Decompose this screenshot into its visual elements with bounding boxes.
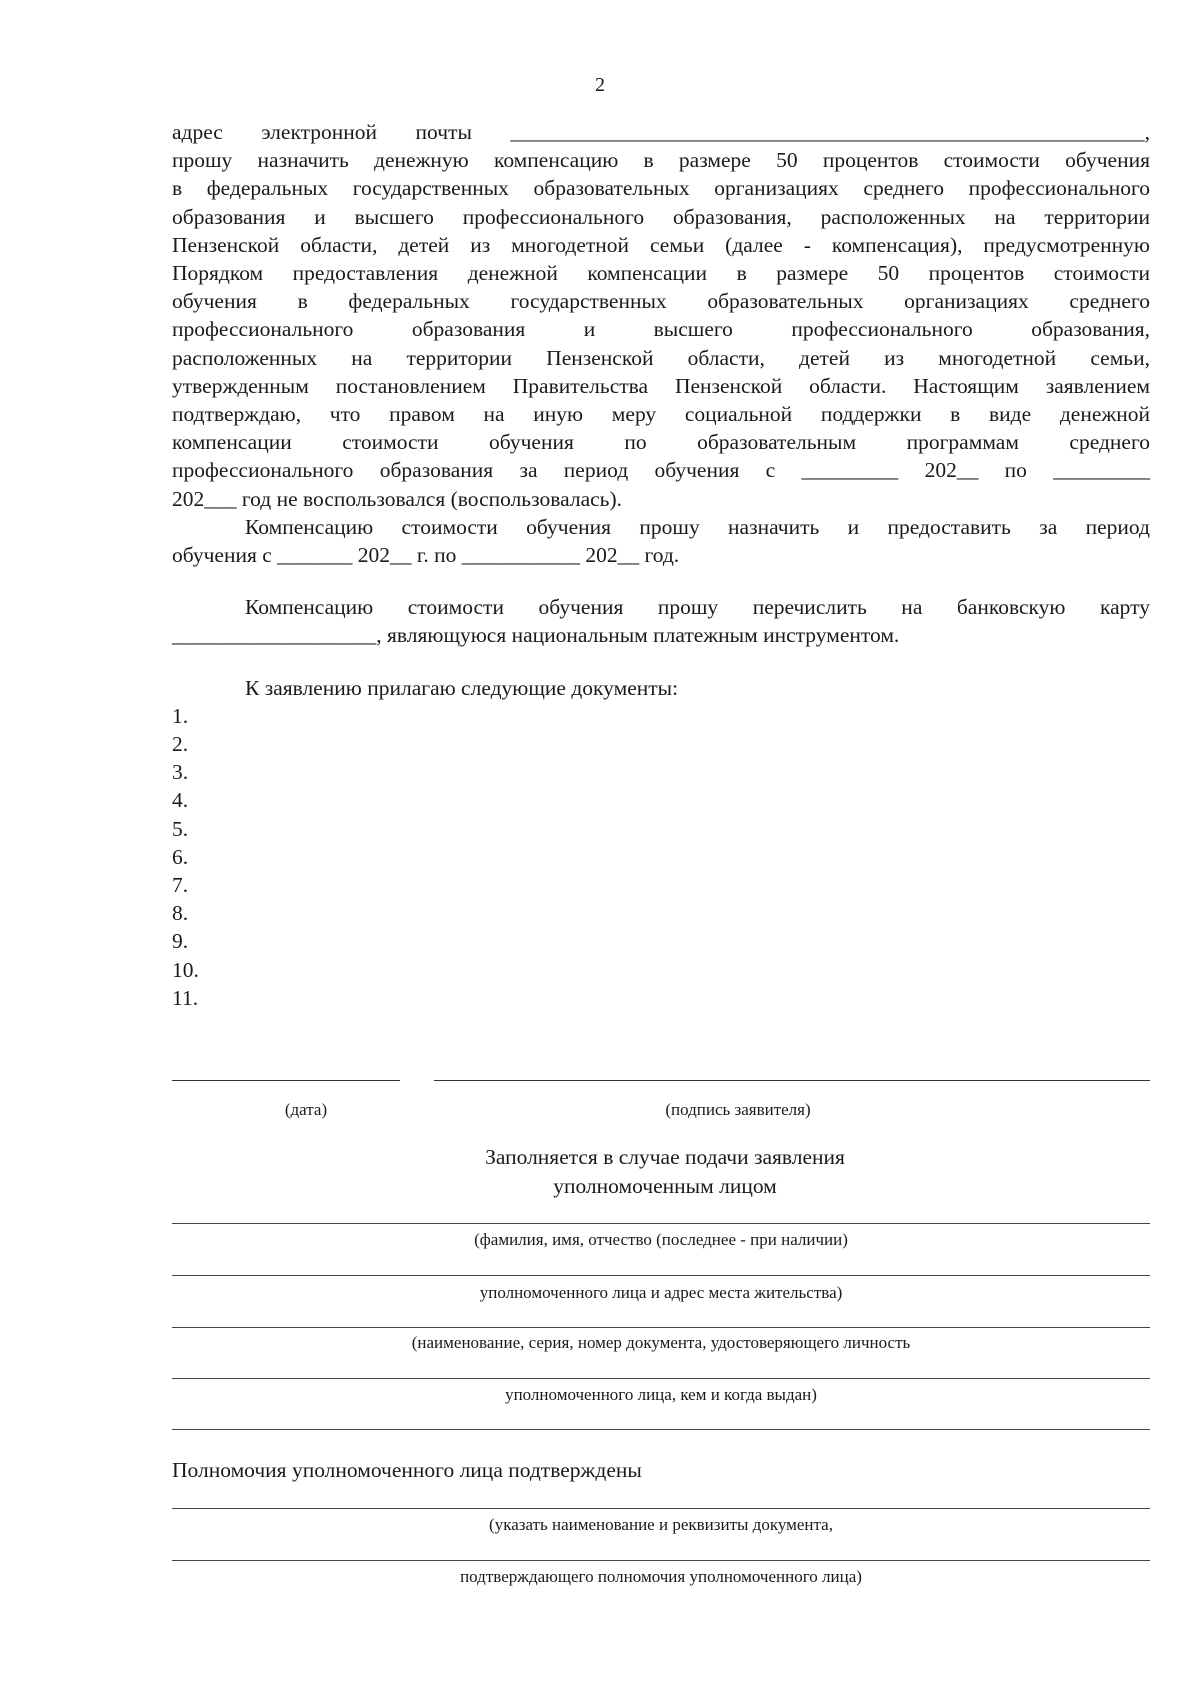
attachments-intro: К заявлению прилагаю следующие документы: (245, 675, 679, 700)
paragraph-line: обучения с _______ 202__ г. по ___________ 202__ год. (172, 543, 680, 568)
fill-line (172, 1508, 1150, 1509)
field-caption: (фамилия, имя, отчество (последнее - при наличии) (474, 1230, 848, 1249)
paragraph-line: ___________________, являющуюся национальным платежным инструментом. (172, 623, 900, 648)
heading-line: уполномоченным лицом (553, 1174, 777, 1198)
list-item: 6. (172, 844, 189, 869)
heading-line: Заполняется в случае подачи заявления (485, 1145, 845, 1169)
email-line: адрес электронной почты ___________________________________________________________, (172, 120, 1150, 144)
paragraph-line: Компенсацию стоимости обучения прошу назначить и предоставить за период (245, 514, 1150, 539)
paragraph-line: подтверждаю, что правом на иную меру социальной поддержки в виде денежной (172, 402, 1150, 427)
paragraph-line: образования и высшего профессионального образования, расположенных на территории (172, 204, 1150, 229)
list-item: 1. (172, 703, 189, 728)
list-item: 11. (172, 985, 199, 1010)
list-item: 7. (172, 872, 189, 897)
field-caption: (указать наименование и реквизиты документа, (489, 1515, 833, 1534)
paragraph-line: обучения в федеральных государственных образовательных организациях среднего (172, 289, 1150, 314)
paragraph-line: 202___ год не воспользовался (воспользовалась). (172, 486, 622, 511)
period-paragraph (172, 513, 1150, 569)
paragraph-line: Компенсацию стоимости обучения прошу перечислить на банковскую карту (245, 595, 1150, 620)
paragraph-line: профессионального образования за период обучения с _________ 202__ по _________ (172, 458, 1150, 483)
paragraph-line: в федеральных государственных образовательных организациях среднего профессионального (172, 176, 1150, 201)
fill-line (172, 1223, 1150, 1224)
main-paragraph (172, 146, 1150, 513)
fill-line (172, 1378, 1150, 1379)
attachments-list (172, 702, 1150, 1012)
field-caption: подтверждающего полномочия уполномоченного лица) (460, 1567, 862, 1586)
paragraph-line: компенсации стоимости обучения по образовательным программам среднего (172, 430, 1150, 455)
list-item: 3. (172, 760, 189, 785)
fill-line (172, 1327, 1150, 1328)
list-item: 8. (172, 901, 189, 926)
paragraph-line: профессионального образования и высшего профессионального образования, (172, 317, 1150, 342)
list-item: 5. (172, 816, 189, 841)
list-item: 10. (172, 957, 199, 982)
list-item: 2. (172, 732, 189, 757)
page-number: 2 (595, 74, 605, 96)
field-caption: уполномоченного лица, кем и когда выдан) (505, 1385, 817, 1404)
signature-line (434, 1080, 1150, 1081)
list-item: 4. (172, 788, 189, 813)
application-body (172, 118, 1150, 1012)
fill-line (172, 1429, 1150, 1430)
paragraph-line: Пензенской области, детей из многодетной семьи (далее - компенсация), предусмотренную (172, 232, 1150, 257)
paragraph-line: утвержденным постановлением Правительства Пензенской области. Настоящим заявлением (172, 373, 1150, 398)
field-caption: (наименование, серия, номер документа, удостоверяющего личность (411, 1333, 911, 1352)
signature-caption: (подпись заявителя) (665, 1100, 811, 1119)
paragraph-line: прошу назначить денежную компенсацию в размере 50 процентов стоимости обучения (172, 148, 1150, 173)
date-line (172, 1080, 400, 1081)
paragraph-line: Порядком предоставления денежной компенсации в размере 50 процентов стоимости (172, 261, 1150, 286)
paragraph-line: расположенных на территории Пензенской области, детей из многодетной семьи, (172, 345, 1150, 370)
field-caption: уполномоченного лица и адрес места жительства) (479, 1283, 843, 1302)
confirm-title: Полномочия уполномоченного лица подтверждены (172, 1458, 642, 1482)
fill-line (172, 1275, 1150, 1276)
list-item: 9. (172, 929, 189, 954)
date-caption: (дата) (284, 1100, 328, 1119)
representative-heading (0, 1143, 1200, 1201)
fill-line (172, 1560, 1150, 1561)
card-paragraph (172, 593, 1150, 649)
